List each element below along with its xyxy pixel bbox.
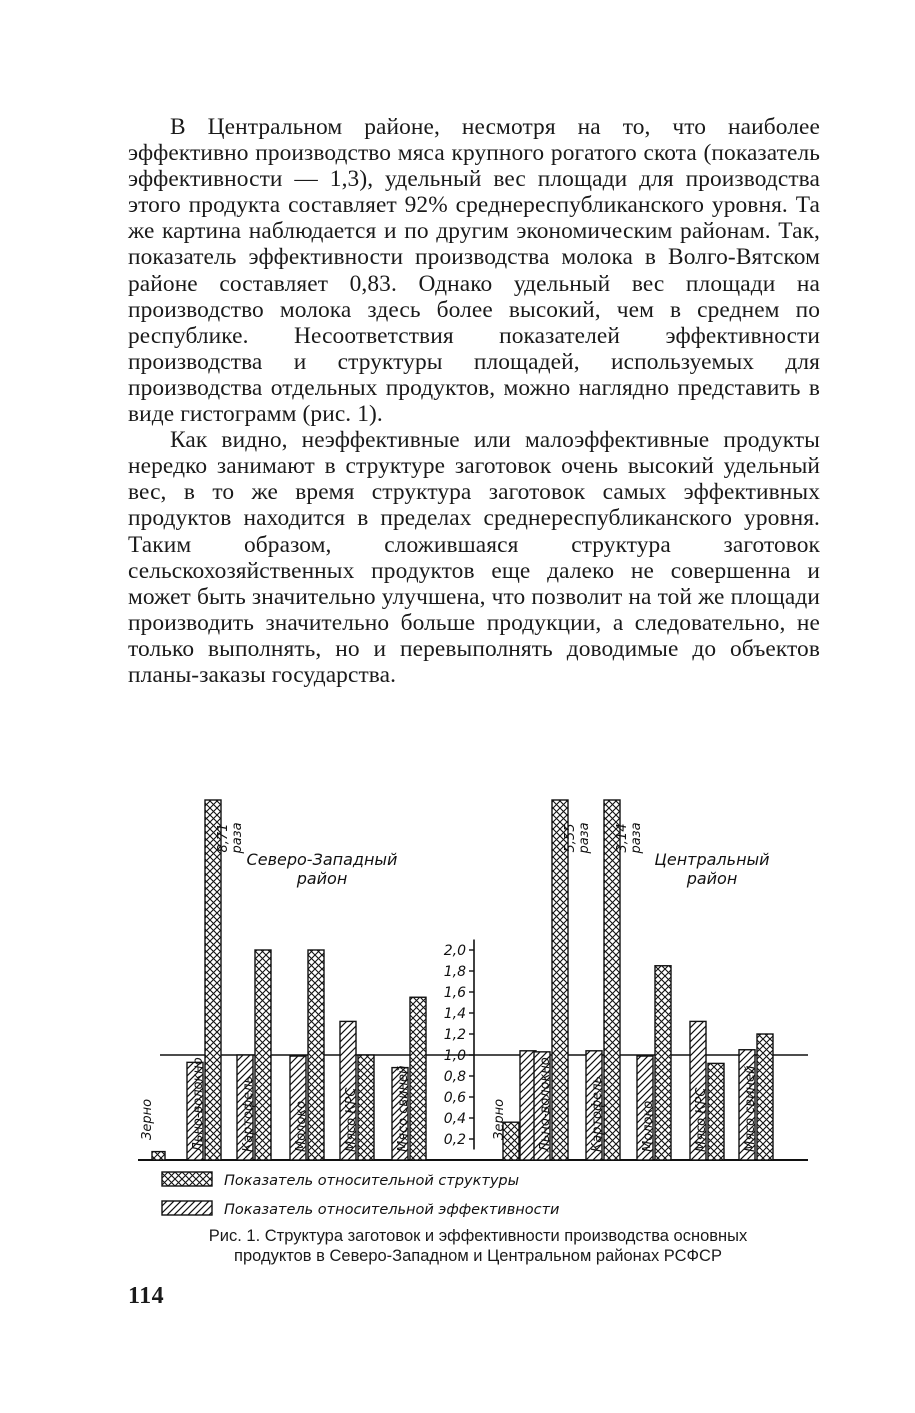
bar-category-label: Мясо КРС	[694, 1087, 709, 1152]
legend-label-efficiency: Показатель относительной эффективности	[224, 1202, 560, 1218]
caption-line-2: продуктов в Северо-Западном и Центральном районах РСФСР	[234, 1247, 722, 1265]
bar-category-label: Льно-волокно	[191, 1057, 206, 1152]
structure-bar	[205, 800, 221, 1160]
y-tick-label: 0,4	[443, 1111, 466, 1127]
y-tick-label: 1,4	[443, 1006, 466, 1022]
bar-category-label: Мясо КРС	[344, 1087, 359, 1152]
paragraph-2: Как видно, неэффективные или малоэффективные продукты нередко занимают в структуре заготовок очень высокий удельный вес, в то же время структура заготовок самых эффективных продуктов находится в пределах среднереспубликанского уровня. Таким образом, сложившаяся структура заготовок сельскохозяйственных продуктов еще далеко не совершенна и может быть значительно улучшена, что позволит на той же площади производить значительно больше продукции, а следовательно, не только выполнять, но и перевыполнять доводимые до объектов планы-заказы государства.	[128, 427, 820, 688]
structure-bar	[152, 1152, 165, 1160]
structure-bar	[358, 1055, 374, 1160]
bar-category-label: Льно-волокно	[538, 1057, 553, 1152]
overflow-note-unit: раза	[577, 822, 592, 854]
bar-category-label: Зерно	[492, 1098, 507, 1140]
region-label-sub: район	[686, 869, 738, 888]
y-tick-label: 0,8	[443, 1069, 466, 1085]
y-tick-label: 1,6	[443, 985, 466, 1001]
bar-category-label: Мясо свиней	[743, 1065, 758, 1152]
histogram-figure	[0, 780, 915, 1220]
y-tick-label: 0,6	[443, 1090, 466, 1106]
bar-category-label: Картофель	[590, 1075, 605, 1152]
bar-category-label: Молоко	[294, 1100, 309, 1152]
structure-bar	[552, 800, 568, 1160]
y-tick-label: 1,0	[443, 1048, 466, 1064]
structure-bar	[604, 800, 620, 1160]
bar-category-label: Зерно	[140, 1098, 155, 1140]
overflow-note-value: 5,55	[563, 823, 578, 853]
region-label-sub: район	[296, 869, 348, 888]
bar-category-label: Мясо свиней	[396, 1065, 411, 1152]
structure-bar	[757, 1034, 773, 1160]
region-label: Центральный	[654, 850, 770, 869]
region-label: Северо-Западный	[246, 850, 398, 869]
y-tick-label: 1,2	[443, 1027, 466, 1043]
legend-swatch-structure	[162, 1172, 212, 1186]
overflow-note-unit: раза	[230, 822, 245, 854]
body-text	[128, 114, 820, 688]
page-number: 114	[128, 1283, 165, 1309]
y-tick-label: 1,8	[443, 964, 466, 980]
figure-caption	[128, 1226, 828, 1266]
caption-line-1: Рис. 1. Структура заготовок и эффективности производства основных	[208, 1227, 748, 1245]
legend-swatch-efficiency	[162, 1201, 212, 1215]
structure-bar	[655, 966, 671, 1160]
overflow-note-value: 3,14	[615, 823, 630, 853]
legend-label-structure: Показатель относительной структуры	[224, 1173, 520, 1189]
structure-bar	[708, 1063, 724, 1160]
structure-bar	[410, 997, 426, 1160]
bar-category-label: Картофель	[241, 1075, 256, 1152]
structure-bar	[308, 950, 324, 1160]
overflow-note-value: 8,71	[216, 823, 231, 853]
structure-bar	[255, 950, 271, 1160]
paragraph-1: В Центральном районе, несмотря на то, что наиболее эффективно производство мяса крупного рогатого скота (показатель эффективности — 1,3), удельный вес площади для производства этого продукта составляет 92% среднереспубликанского уровня. Та же картина наблюдается и по другим экономическим районам. Так, показатель эффективности производства молока в Волго-Вятском районе составляет 0,83. Однако удельный вес площади на производство молока здесь более высокий, чем в среднем по республике. Несоответствия показателей эффективности производства и структуры площадей, используемых для производства отдельных продуктов, можно наглядно представить в виде гистограмм (рис. 1).	[128, 114, 820, 428]
bar-category-label: Молоко	[641, 1100, 656, 1152]
y-tick-label: 0,2	[443, 1132, 466, 1148]
y-tick-label: 2,0	[443, 943, 466, 959]
overflow-note-unit: раза	[629, 822, 644, 854]
